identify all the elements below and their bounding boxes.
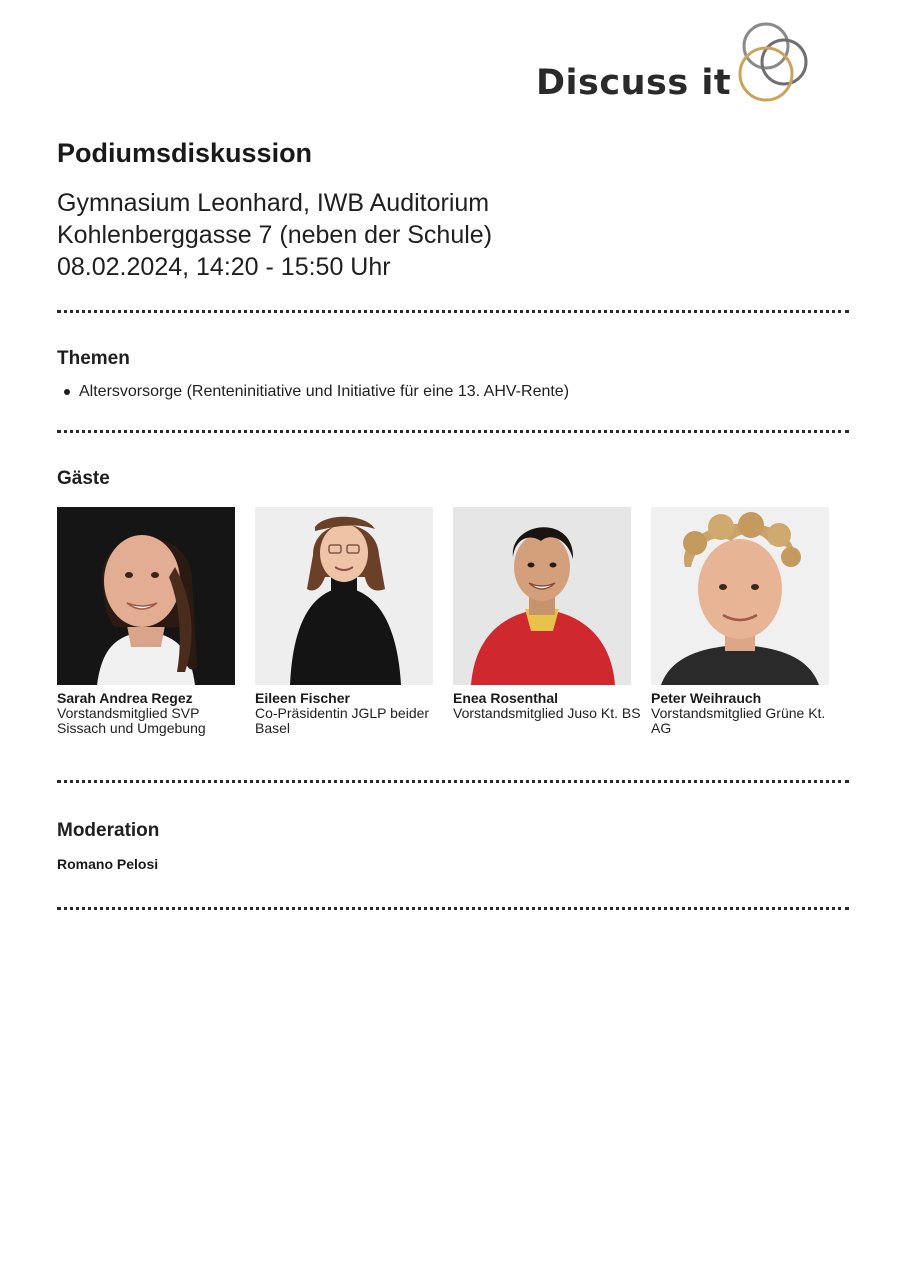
- guest-name: Sarah Andrea Regez: [57, 690, 193, 706]
- guests-heading: Gäste: [57, 468, 110, 489]
- guest-card: [651, 507, 841, 736]
- topics-heading: Themen: [57, 348, 130, 369]
- venue-name: Gymnasium Leonhard, IWB Auditorium: [57, 189, 490, 217]
- portrait-image: [651, 507, 829, 685]
- divider: [57, 907, 849, 910]
- guest-name: Peter Weihrauch: [651, 690, 762, 706]
- portrait-image: [453, 507, 631, 685]
- guest-photo: [651, 507, 829, 685]
- divider: [57, 430, 849, 433]
- guest-role: Co-Präsidentin JGLP beider Basel: [255, 705, 430, 736]
- topic-item: [62, 381, 569, 403]
- guest-role: Vorstandsmitglied Juso Kt. BS: [453, 705, 641, 721]
- moderator-name: Romano Pelosi: [57, 856, 159, 872]
- topic-text: Altersvorsorge (Renteninitiative und Initiative für eine 13. AHV-Rente): [79, 383, 570, 400]
- divider: [57, 310, 849, 313]
- portrait-image: [255, 507, 433, 685]
- logo-text: Discuss it: [536, 63, 732, 103]
- guest-card: [453, 507, 643, 721]
- event-date-time: 08.02.2024, 14:20 - 15:50 Uhr: [57, 253, 391, 281]
- event-details: [57, 187, 492, 283]
- guest-card: [57, 507, 247, 736]
- bullet-icon: [64, 389, 70, 395]
- guest-role: Vorstandsmitglied SVP Sissach und Umgebung: [57, 705, 206, 736]
- guest-name: Eileen Fischer: [255, 690, 350, 706]
- guest-role: Vorstandsmitglied Grüne Kt. AG: [651, 705, 826, 736]
- guests-grid: [57, 507, 857, 747]
- moderation-heading: Moderation: [57, 820, 160, 841]
- guest-photo: [255, 507, 433, 685]
- guest-name: Enea Rosenthal: [453, 690, 559, 706]
- divider: [57, 780, 849, 783]
- venue-address: Kohlenberggasse 7 (neben der Schule): [57, 221, 493, 249]
- portrait-image: [57, 507, 235, 685]
- discuss-it-logo: [536, 20, 816, 110]
- page-title: Podiumsdiskussion: [57, 138, 313, 168]
- topics-list: [62, 381, 569, 403]
- guest-card: [255, 507, 445, 736]
- guest-photo: [57, 507, 235, 685]
- logo-rings-icon: [736, 20, 816, 104]
- guest-photo: [453, 507, 631, 685]
